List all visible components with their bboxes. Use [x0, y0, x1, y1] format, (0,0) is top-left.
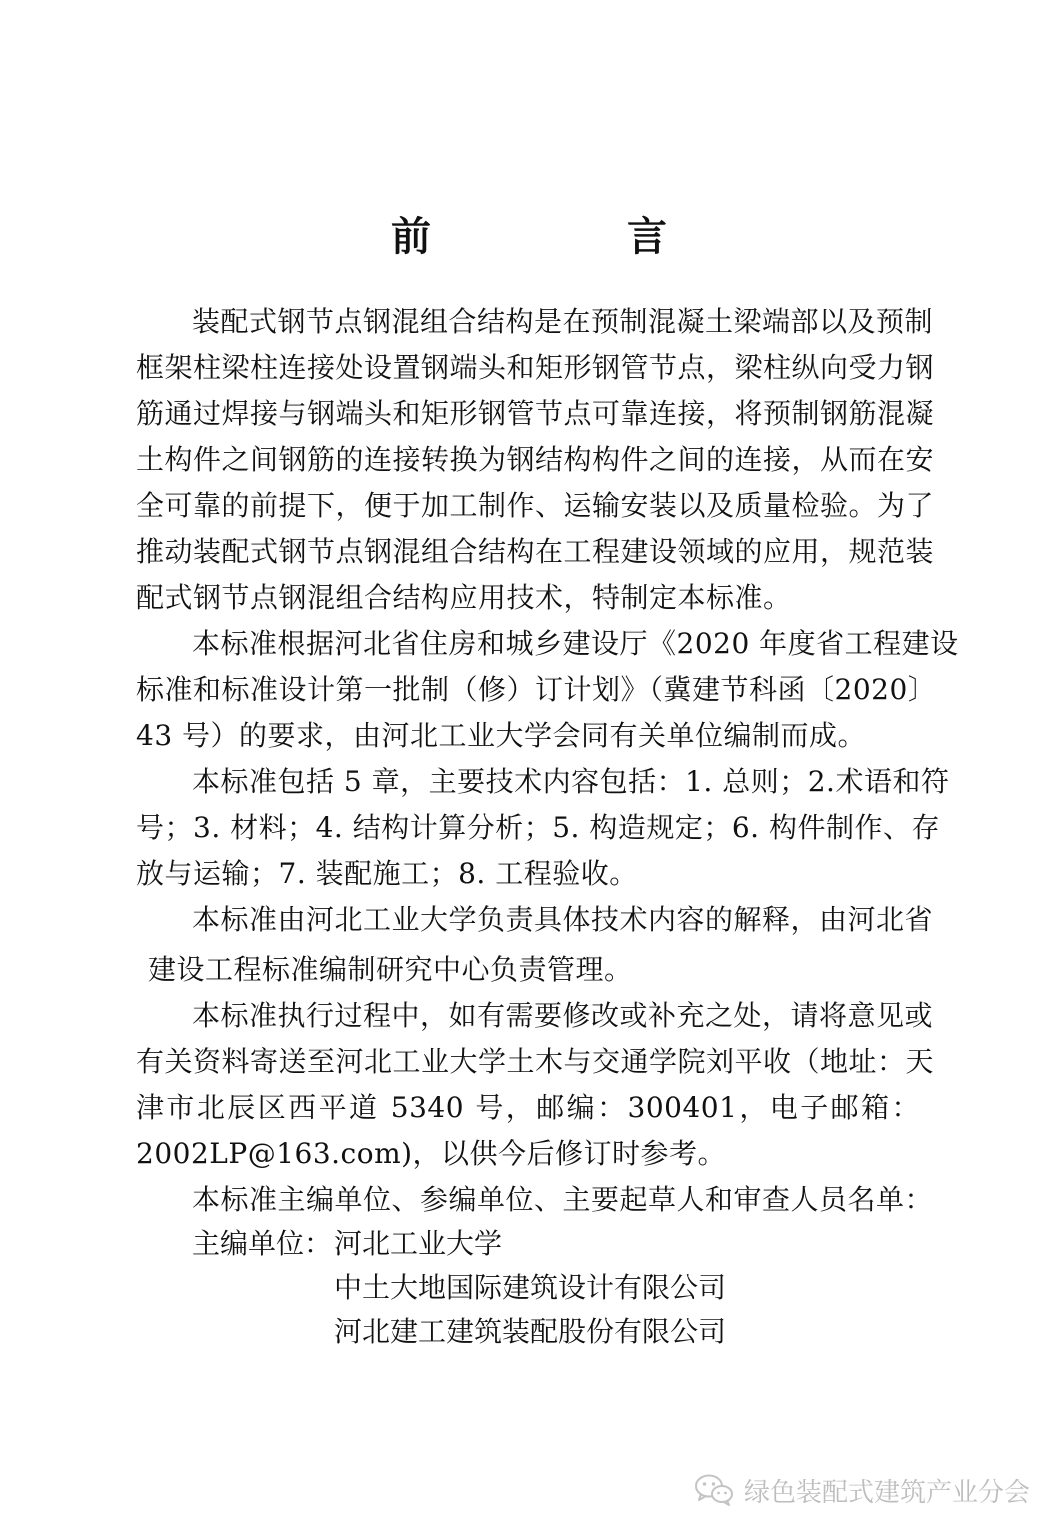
paragraph-5-line-2: 有关资料寄送至河北工业大学土木与交通学院刘平收（地址：天 — [136, 1045, 935, 1078]
chief-editor-unit-2: 中土大地国际建筑设计有限公司 — [334, 1271, 727, 1304]
chief-editor-unit-1: 河北工业大学 — [334, 1227, 503, 1260]
paragraph-4-line-2: 建设工程标准编制研究中心负责管理。 — [148, 953, 633, 986]
watermark-text: 绿色装配式建筑产业分会 — [743, 1477, 1030, 1508]
wechat-icon — [694, 1473, 734, 1507]
paragraph-3-line-1: 本标准包括 5 章，主要技术内容包括：1. 总则；2.术语和符 — [192, 765, 950, 798]
paragraph-1-line-7: 配式钢节点钢混组合结构应用技术，特制定本标准。 — [136, 581, 792, 614]
paragraph-3-line-3: 放与运输；7. 装配施工；8. 工程验收。 — [136, 857, 638, 890]
paragraph-2-line-2: 标准和标准设计第一批制（修）订计划》（冀建节科函〔2020〕 — [136, 673, 937, 706]
watermark — [694, 1468, 1030, 1512]
paragraph-1-line-5: 全可靠的前提下，便于加工制作、运输安装以及质量检验。为了 — [136, 489, 935, 522]
chief-editor-unit-3: 河北建工建筑装配股份有限公司 — [334, 1315, 727, 1348]
paragraph-4-line-1: 本标准由河北工业大学负责具体技术内容的解释，由河北省 — [192, 903, 934, 936]
paragraph-6-line-1: 本标准主编单位、参编单位、主要起草人和审查人员名单： — [192, 1183, 934, 1216]
paragraph-1-line-4: 土构件之间钢筋的连接转换为钢结构构件之间的连接，从而在安 — [136, 443, 935, 476]
page-title: 前 言 — [391, 214, 745, 260]
paragraph-5-line-1: 本标准执行过程中，如有需要修改或补充之处，请将意见或 — [192, 999, 934, 1032]
paragraph-2-line-1: 本标准根据河北省住房和城乡建设厅《2020 年度省工程建设 — [192, 627, 959, 660]
paragraph-1-line-2: 框架柱梁柱连接处设置钢端头和矩形钢管节点，梁柱纵向受力钢 — [136, 351, 935, 384]
paragraph-5-line-4: 2002LP@163.com)，以供今后修订时参考。 — [136, 1137, 727, 1170]
paragraph-1-line-1: 装配式钢节点钢混组合结构是在预制混凝土梁端部以及预制 — [192, 305, 934, 338]
paragraph-1-line-6: 推动装配式钢节点钢混组合结构在工程建设领域的应用，规范装 — [136, 535, 935, 568]
paragraph-3-line-2: 号；3. 材料；4. 结构计算分析；5. 构造规定；6. 构件制作、存 — [136, 811, 940, 844]
chief-editor-label: 主编单位： — [192, 1227, 333, 1260]
paragraph-5-line-3: 津市北辰区西平道 5340 号，邮编：300401，电子邮箱： — [136, 1091, 920, 1124]
paragraph-2-line-3: 43 号）的要求，由河北工业大学会同有关单位编制而成。 — [136, 719, 867, 752]
paragraph-1-line-3: 筋通过焊接与钢端头和矩形钢管节点可靠连接，将预制钢筋混凝 — [136, 397, 935, 430]
